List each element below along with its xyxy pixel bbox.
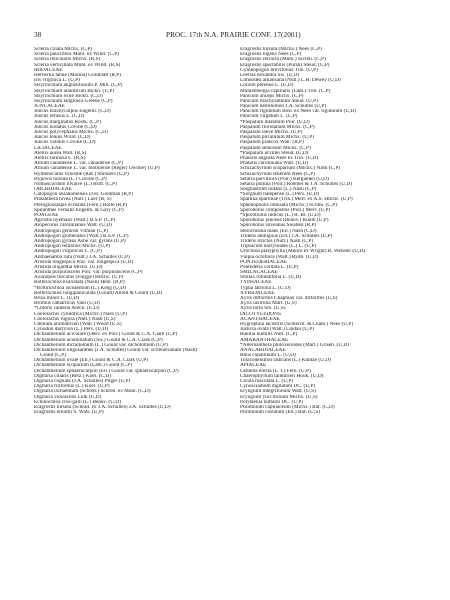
species-entry: Leersia hexandra Sw. (U,D) bbox=[240, 72, 300, 78]
species-entry: Muhlenbergia capillaris (Lam.) Trin. (C,P) bbox=[240, 88, 331, 94]
species-entry: Digitaria ciliaris (Retz.) Koel. (C,D) bbox=[34, 373, 111, 379]
species-entry: Briza minor L. (U,D) bbox=[34, 296, 80, 301]
species-entry: Digitaria ischaemum (Schreb.) Schreb. ex Muhl. (C,D) bbox=[34, 389, 151, 395]
species-entry: Juncus polycephalus Michx. (C,D) bbox=[34, 130, 108, 135]
species-entry: Paspalum setaceum Michx. (C,P) bbox=[240, 145, 311, 151]
left-column bbox=[34, 47, 230, 415]
species-entry: Aletris farinosa L. (R,S) bbox=[34, 155, 86, 161]
species-entry: Limnodea arkansana (Nutt.) L.H. Dewey (U,D) bbox=[240, 78, 341, 84]
running-title: PROC. 17th N.A. PRAIRIE CONF. 17(2001) bbox=[166, 31, 301, 39]
species-entry: Bromus catharticus Vahl (U,D) bbox=[34, 301, 100, 307]
species-entry: *Alternanthera philoxeroides (Mart.) Griseb. (U,D) bbox=[240, 342, 349, 348]
species-entry: Lolium perenne L. (U,D) bbox=[240, 83, 294, 89]
species-entry: Scleria pauciflora Muhl. ex Willd. (C,P) bbox=[34, 52, 120, 58]
species-entry: Sisyrinchium atlanticum Bickn. (U,P) bbox=[34, 88, 115, 94]
species-entry: Justicia ovata (Walt.) Lindau (U,P) bbox=[240, 327, 315, 333]
species-entry: Juncus validus Coville (C,D) bbox=[34, 140, 96, 146]
species-entry: Tridens ambiguus (Ell.) J.A. Schultes (U,P) bbox=[240, 233, 333, 239]
species-entry: Paspalum plicatulum Michx. (U,P) bbox=[240, 135, 315, 141]
family-heading: XYRIDACEAE bbox=[240, 290, 275, 296]
species-entry: Steinchisma hians (Ell.) Nash (C,D) bbox=[240, 228, 317, 234]
species-entry: Herbertia lahue (Molina) Goldblatt (R,P) bbox=[34, 72, 121, 78]
species-entry: Dichanthelium aciculare (Desv. ex Poir.) Gould & C.A. Clark (C,P) bbox=[34, 332, 178, 338]
family-heading: APIACEAE bbox=[240, 363, 267, 369]
species-entry: Digitaria filiformis (L.) Koel. (U,P) bbox=[34, 384, 110, 390]
species-entry: Xyris difformis Chapman var. difformis (U,S) bbox=[240, 296, 338, 301]
species-entry: Aristida longespica Poir. var. longespica (U,D) bbox=[34, 259, 134, 265]
species-entry: *Paspalum dilatatum Poir. (U,D) bbox=[240, 119, 310, 125]
species-entry: Sporobolus compositus (Poir.) Merr. (U,P) bbox=[240, 207, 331, 213]
species-entry: Juncus marginatus Rostk. (C,P) bbox=[34, 119, 101, 125]
species-entry: Xyris laxifolia Mart. (U,S) bbox=[240, 301, 297, 307]
species-entry: Tridens strictus (Nutt.) Nash (C,P) bbox=[240, 238, 314, 244]
species-entry: Setaria pumila (Poir.) Roemer & J.A. Schultes (U,D) bbox=[240, 181, 352, 187]
species-entry: Aristida purpurascens Poir. var. purpurascens (C,P) bbox=[34, 270, 143, 276]
species-entry: Axonopus furcatus (Flugge) Hitchc. (U,P) bbox=[34, 275, 124, 281]
species-entry: Gymnopogon brevifolius Trin. (U,P) bbox=[240, 67, 318, 73]
species-entry: *Sporobolus indicus (L.) R. Br. (U,D) bbox=[240, 213, 321, 218]
species-entry: Allium canadense L. var. canadense (C,P) bbox=[34, 161, 123, 167]
species-entry: Andropogon glomeratus (Walt.) B.S.P. (C,P) bbox=[34, 233, 129, 239]
family-heading: AMARANTHACEAE bbox=[240, 337, 289, 343]
species-entry: *Bothriochloa ischaemum (L.) Keng (U,D) bbox=[34, 285, 126, 291]
species-entry: Sorghastrum nutans (L.) Nash (C,P) bbox=[240, 187, 317, 193]
species-entry: Anthaenantia rufa (Nutt.) J.A. Schultes (U,P) bbox=[34, 254, 130, 260]
family-heading: ORCHIDACEAE bbox=[34, 187, 72, 193]
species-entry: Centella erecta (L. f.) Fern. (U,P) bbox=[240, 368, 311, 374]
species-entry: Agrostis hyemalis (Walt.) B.S.P. (C,P) bbox=[34, 218, 116, 224]
species-entry: Paspalum floridanum Michx. (C,P) bbox=[240, 124, 315, 130]
family-heading: ACANTHACEAE bbox=[240, 316, 280, 322]
species-entry: *Sorghum halepense (L.) Pers. (U,D) bbox=[240, 192, 320, 198]
species-entry: Sisyrinchium exile Bickn. (C,D) bbox=[34, 93, 103, 99]
species-entry: Xyris torta Sm. (U,S) bbox=[240, 306, 286, 312]
species-entry: Sisyrinchium angustifolium P. Mill. (C,P) bbox=[34, 83, 123, 89]
family-heading: LILIACEAE bbox=[34, 145, 62, 151]
species-entry: Dichanthelium dichotomum (L.) Gould var. dichotomum (U,P) bbox=[34, 342, 168, 348]
species-entry: Juncus nodatus Coville (C,D) bbox=[34, 124, 97, 130]
species-entry: Vulpia octoflora (Walt.) Rydb. (U,D) bbox=[240, 254, 319, 260]
species-entry: Sporobolus junceus (Beauv.) Kunth (U,P) bbox=[240, 218, 329, 224]
species-entry: Ptilimnium capillaceum (Michx.) Raf. (C,D) bbox=[240, 404, 335, 410]
species-entry: Setaria parviflora (Poir.) Kerguélen (U,D) bbox=[240, 176, 329, 182]
species-entry: Polytaenia nuttallii DC. (U,P) bbox=[240, 399, 304, 405]
species-entry: Eragrostis elliottii S. Wats. (U,P) bbox=[34, 410, 104, 416]
species-entry: Toxicodendron radicans (L.) Kuntze (U,D) bbox=[240, 358, 331, 364]
species-entry: Andropogon gerardii Vitman (C,P) bbox=[34, 228, 109, 234]
species-entry: Alopecurus carolinianus Walt. (U,D) bbox=[34, 223, 112, 229]
species-entry: Schizachyrium scoparium (Michx.) Nash (C,P) bbox=[240, 166, 341, 172]
species-entry: Dichanthelium oligosanthes (J.A. Schultes) Gould var. scribnerianum (Nash) bbox=[34, 347, 197, 353]
species-entry: Dichanthelium acuminatum (Sw.) Gould & C.A. Clark (C,P) bbox=[34, 337, 163, 343]
species-entry: Andropogon ternarius Michx. (U,P) bbox=[34, 244, 111, 250]
species-entry: Phalaris angusta Nees ex Trin. (U,D) bbox=[240, 155, 319, 161]
species-entry: Coelorachis rugosa (Nutt.) Nash (U,S) bbox=[34, 316, 116, 322]
species-entry: Echinochloa crus-galli (L.) Beauv. (U,D) bbox=[34, 399, 121, 405]
species-entry: Sphenopholis obtusata (Michx.) Scribn. (C,P) bbox=[240, 202, 337, 208]
species-entry: Scleria verticillata Muhl. ex Willd. (R,S) bbox=[34, 62, 121, 68]
species-entry: Dichanthelium scoparium (Lam.) Gould (C,P) bbox=[34, 363, 132, 369]
species-entry: Tripsacum dactyloides (L.) L. (U,P) bbox=[240, 244, 317, 250]
species-entry: Nothoscordum bivalve (L.) Britt. (C,P) bbox=[34, 181, 117, 187]
species-entry: Andropogon gyrans Ashe var. gyrans (U,P) bbox=[34, 238, 126, 244]
species-entry: Dichanthelium sphaerocarpon (Ell.) Gould var. sphaerocarpon (C,P) bbox=[34, 368, 179, 374]
species-entry: Typha latifolia L. (U,D) bbox=[240, 285, 291, 291]
species-entry: Bothriochloa longipaniculata (Gould) Allred & Gould (U,D) bbox=[34, 290, 163, 296]
species-entry: Spartina spartinae (Trin.) Merr. ex A.S. Hitchc. (U,P) bbox=[240, 197, 353, 203]
species-entry: Hygrophila lacustris (Schlecht. & Cham.) Nees (U,P) bbox=[240, 321, 354, 327]
species-entry: Aristida oligantha Michx. (U,D) bbox=[34, 264, 103, 270]
family-heading: POACEAE bbox=[34, 213, 59, 218]
species-entry: Digitaria violascens Link (U,D) bbox=[34, 394, 102, 400]
species-entry: Panicum anceps Michx. (C,P) bbox=[240, 93, 304, 99]
species-entry: Panicum virgatum L. (C,P) bbox=[240, 114, 298, 120]
species-entry: Allium canadense L. var. mobilense (Regel) Ownbey (U,P) bbox=[34, 166, 160, 172]
family-heading: JUNCACEAE bbox=[34, 104, 65, 110]
species-entry: Scleria ciliata Michx. (C,P) bbox=[34, 47, 93, 52]
family-heading: SMILACACEAE bbox=[240, 270, 278, 276]
species-entry: Spiranthes vernalis Engelm. & Gary (C,P) bbox=[34, 207, 124, 213]
right-column bbox=[240, 47, 420, 415]
species-entry: Eragrostis hirsuta (Schrad. ex J.A. Schultes) J.A. Schultes (U,D) bbox=[34, 404, 171, 410]
species-entry: Dichanthelium ovale (Ell.) Gould & C.A. Clark (U,P) bbox=[34, 358, 149, 364]
species-entry: Phalaris caroliniana Walt. (U,D) bbox=[240, 161, 309, 167]
species-entry: Aletris aurea Walt. (R,S) bbox=[34, 150, 87, 156]
species-entry: Eragrostis refracta (Muhl.) Scribn. (C,P) bbox=[240, 57, 326, 63]
family-heading: IRIDACEAE bbox=[34, 67, 63, 73]
family-heading: PONTEDERIACEAE bbox=[240, 259, 288, 265]
page-number: 38 bbox=[34, 31, 42, 39]
species-entry: Iris virginica L. (U,P) bbox=[34, 78, 80, 84]
species-entry: Ctenium aromaticum (Walt.) Wood (U,S) bbox=[34, 321, 122, 327]
species-entry: Paspalum praecox Walt. (R,P) bbox=[240, 140, 304, 146]
species-entry: Andropogon virginicus L. (C,P) bbox=[34, 249, 102, 255]
species-entry: Ruellia humilis Nutt. (C,P) bbox=[240, 332, 298, 338]
species-entry: Calopogon oklahomensis D.H. Goldman (R,P) bbox=[34, 192, 134, 198]
species-entry: Juncus tenuis Willd. (C,D) bbox=[34, 135, 91, 141]
species-entry: Hymenocallis liriosme (Raf.) Shinners (U,P) bbox=[34, 171, 129, 177]
species-entry: Platanthera nivea (Nutt.) Luer (R, S) bbox=[34, 197, 112, 203]
species-entry: Eragrostis spectabilis (Pursh) Steud. (C,P) bbox=[240, 62, 330, 68]
species-entry: Pontederia cordata L. (U,P) bbox=[240, 264, 299, 270]
species-entry: Cynosciadium digitatum DC. (U,P) bbox=[240, 384, 316, 390]
species-entry: Digitaria cognata (J.A. Schultes) Pilger (U,P) bbox=[34, 379, 131, 384]
species-entry: *Chloris canterai Arech. (U,D) bbox=[34, 306, 100, 312]
family-heading: TYPHACEAE bbox=[240, 280, 272, 286]
species-entry: Panicum brachyanthum Steud. (U,P) bbox=[240, 98, 318, 104]
species-entry: *Paspalum urvillei Steud. (U,D) bbox=[240, 150, 309, 156]
species-entry: Rhus copallinum L. (U,D) bbox=[240, 353, 296, 359]
running-header bbox=[34, 31, 416, 41]
species-entry: Urochloa platyphylla (Munro ex Wright) R. Webster (U,D) bbox=[240, 249, 365, 255]
species-entry: Cynodon dactylon (L.) Pers. (U,D) bbox=[34, 327, 108, 333]
species-entry: Ptilimnium costatum (Ell.) Raf. (U,S) bbox=[240, 410, 320, 416]
species-entry: Coelorachis cylindrica (Michx.) Nash (U,P) bbox=[34, 311, 127, 317]
species-entry: Juncus effusus L. (C,D) bbox=[34, 114, 85, 120]
species-entry: Cicuta maculata L. (U,P) bbox=[240, 379, 294, 384]
species-entry: Eryngium yuccifolium Michx. (U,S) bbox=[240, 394, 318, 400]
species-entry: Smilax rotundifolia L. (U,D) bbox=[240, 275, 302, 281]
species-entry: Paspalum laeve Michx. (U,P) bbox=[240, 130, 303, 135]
species-entry: Eryngium integrifolium Walt. (U,S) bbox=[240, 389, 316, 395]
species-entry: Panicum rigidulum Bosc ex Nees var. rigidulum (U,D) bbox=[240, 109, 357, 115]
species-entry: Juncus brachycarpus Engelm. (C,D) bbox=[34, 109, 111, 115]
species-entry: Schizachyrium tenerum Nees (C,P) bbox=[240, 171, 316, 177]
species-entry: Eragrostis hirsuta (Michx.) Nees (C,P) bbox=[240, 47, 322, 52]
species-entry: Pteroglossaspis ecristata (Fern.) Rolfe (R,P) bbox=[34, 202, 128, 208]
family-heading: DICOTYLEDONS bbox=[240, 311, 281, 317]
family-heading: ANACARDIACEAE bbox=[240, 347, 286, 353]
species-entry: Eragrostis lugens Nees (C,P) bbox=[240, 52, 302, 58]
species-entry: Sisyrinchium langloisii Greene (C,P) bbox=[34, 98, 113, 104]
species-entry: Scleria reticularis Michx. (R,S) bbox=[34, 57, 101, 63]
species-entry-continuation: Gould (C,P) bbox=[40, 353, 66, 359]
species-entry: Panicum hemitomon J.A. Schultes (U,P) bbox=[240, 104, 327, 110]
species-entry: Hypoxis hirsuta (L.) Coville (C,P) bbox=[34, 176, 107, 182]
species-entry: Sporobolus silveanus Swallen (R,P) bbox=[240, 223, 317, 229]
species-entry: Bothriochloa exaristata (Nash) Henr. (R,P) bbox=[34, 280, 125, 286]
species-entry: Chaerophyllum tainturieri Hook. (U,D) bbox=[240, 373, 324, 379]
